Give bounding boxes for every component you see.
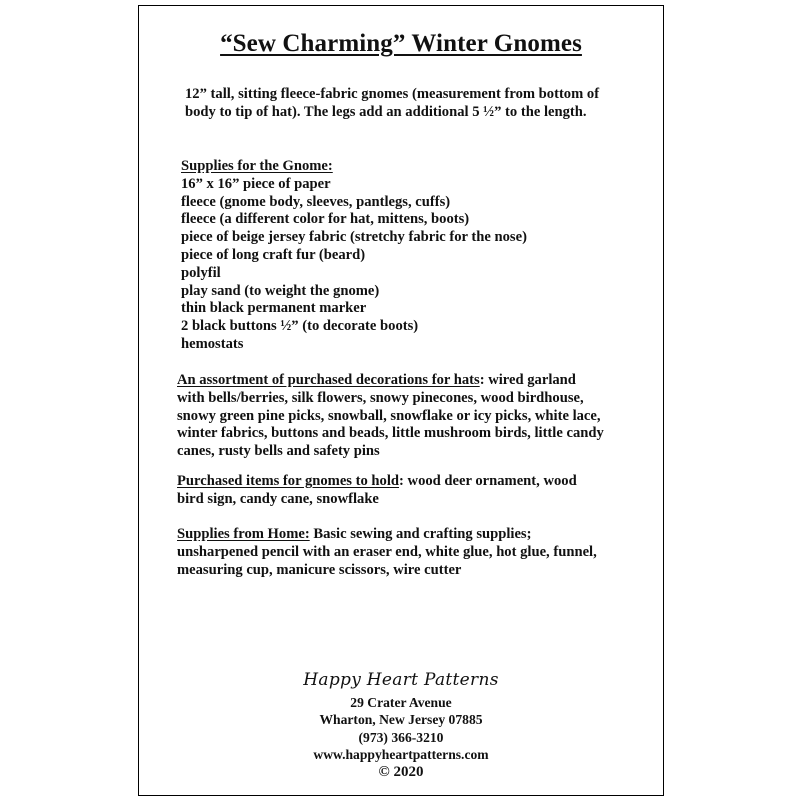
phone-number: (973) 366-3210 bbox=[358, 729, 444, 745]
home-line: measuring cup, manicure scissors, wire cutter bbox=[177, 561, 462, 578]
home-text: Basic sewing and crafting supplies; bbox=[309, 526, 532, 542]
intro-paragraph bbox=[185, 86, 599, 122]
address-city: Wharton, New Jersey 07885 bbox=[319, 712, 483, 728]
hold-heading: Purchased items for gnomes to hold bbox=[177, 473, 400, 489]
hold-text: : wood deer ornament, wood bbox=[399, 473, 577, 489]
copyright: © 2020 bbox=[378, 764, 424, 780]
supplies-list bbox=[181, 158, 527, 354]
supply-item: 16” x 16” piece of paper bbox=[181, 175, 331, 192]
pattern-back-cover bbox=[138, 5, 664, 796]
decorations-line: winter fabrics, buttons and beads, little mushroom birds, little candy bbox=[177, 425, 604, 442]
address-street: 29 Crater Avenue bbox=[350, 695, 452, 710]
brand-name: Happy Heart Patterns bbox=[303, 670, 499, 690]
home-heading: Supplies from Home: bbox=[177, 526, 310, 542]
supply-item: play sand (to weight the gnome) bbox=[181, 282, 380, 299]
decorations-line: canes, rusty bells and safety pins bbox=[177, 443, 380, 460]
hold-items-paragraph bbox=[177, 473, 577, 509]
supply-item: piece of beige jersey fabric (stretchy fabric for the nose) bbox=[181, 229, 527, 246]
supply-item: hemostats bbox=[181, 335, 244, 352]
decorations-line: snowy green pine picks, snowball, snowflake or icy picks, white lace, bbox=[177, 407, 601, 424]
intro-line: 12” tall, sitting fleece-fabric gnomes (measurement from bottom of bbox=[185, 86, 600, 102]
home-supplies-paragraph bbox=[177, 526, 597, 579]
page-title: “Sew Charming” Winter Gnomes bbox=[220, 30, 582, 57]
contact-address bbox=[139, 694, 663, 763]
decorations-text: : wired garland bbox=[479, 372, 576, 388]
decorations-heading: An assortment of purchased decorations for hats bbox=[177, 372, 480, 388]
supply-item: polyfil bbox=[181, 264, 221, 281]
supply-item: fleece (gnome body, sleeves, pantlegs, cuffs) bbox=[181, 193, 451, 210]
supply-item: 2 black buttons ½” (to decorate boots) bbox=[181, 318, 419, 335]
website-link[interactable]: www.happyheartpatterns.com bbox=[313, 746, 489, 762]
decorations-line: with bells/berries, silk flowers, snowy pinecones, wood birdhouse, bbox=[177, 389, 584, 406]
supply-item: piece of long craft fur (beard) bbox=[181, 246, 366, 263]
supplies-heading: Supplies for the Gnome: bbox=[181, 158, 333, 174]
decorations-paragraph bbox=[177, 372, 604, 461]
supply-item: thin black permanent marker bbox=[181, 300, 367, 317]
hold-line: bird sign, candy cane, snowflake bbox=[177, 490, 379, 507]
intro-line: body to tip of hat). The legs add an additional 5 ½” to the length. bbox=[185, 103, 587, 120]
supply-item: fleece (a different color for hat, mittens, boots) bbox=[181, 211, 470, 228]
home-line: unsharpened pencil with an eraser end, white glue, hot glue, funnel, bbox=[177, 543, 597, 560]
